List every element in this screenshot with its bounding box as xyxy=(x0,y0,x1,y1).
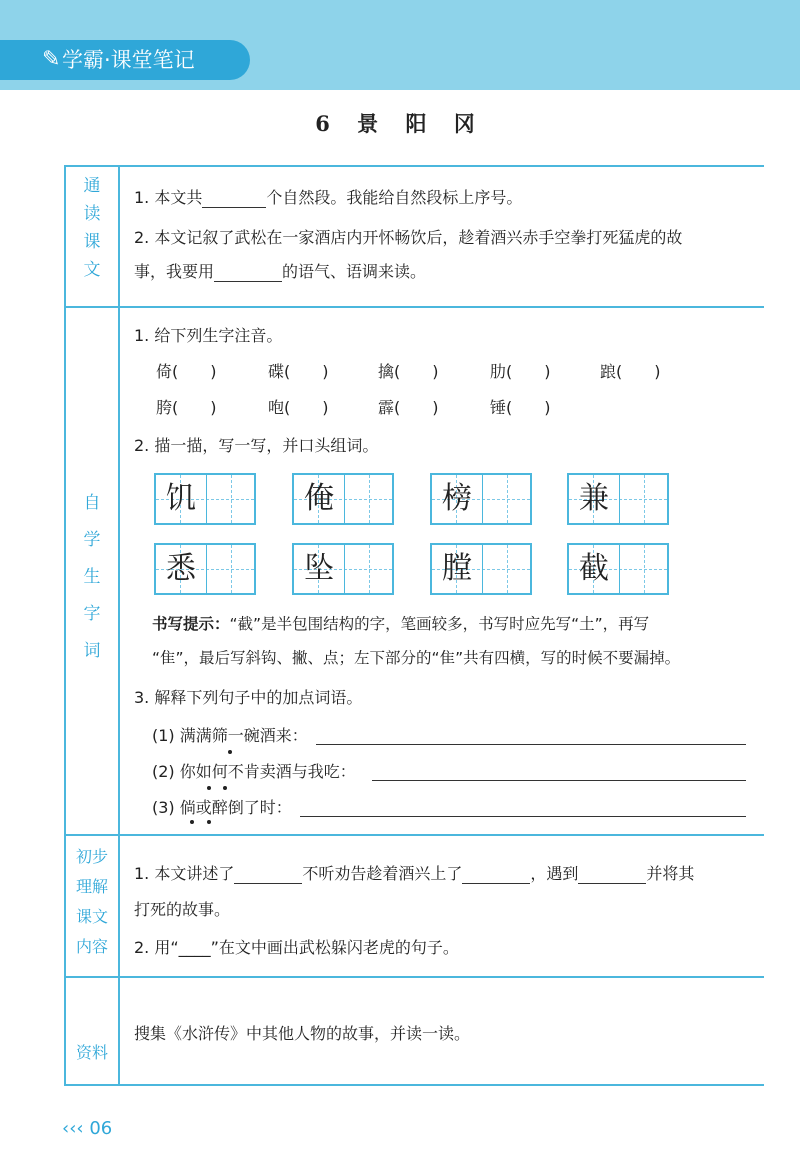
emphasis-dot xyxy=(228,750,232,754)
table-border-bottom xyxy=(64,1084,764,1086)
trace-character: 饥 xyxy=(166,481,196,516)
sub-question-1: (1) 满满筛一碗酒来： xyxy=(152,726,308,745)
writing-hint: 书写提示：“截”是半包围结构的字，笔画较多，书写时应先写“土”，再写 xyxy=(152,615,650,633)
tracing-box[interactable] xyxy=(430,473,532,525)
char-question-3: 3. 解释下列句子中的加点词语。 xyxy=(134,688,363,707)
table-divider-1 xyxy=(64,306,764,308)
answer-line[interactable] xyxy=(316,744,746,745)
read-question-1: 1. 本文共 个自然段。我能给自然段标上序号。 xyxy=(134,188,523,207)
tracing-box[interactable] xyxy=(430,543,532,595)
read-question-2-cont: 事，我要用 的语气、语调来读。 xyxy=(134,262,427,281)
answer-blank[interactable] xyxy=(234,867,302,884)
page-number: ‹‹‹ 06 xyxy=(62,1118,113,1139)
table-border-top xyxy=(64,165,764,167)
pencil-icon: ✎ xyxy=(42,47,61,72)
brand-text: 学霸·课堂笔记 xyxy=(62,48,195,72)
pinyin-item[interactable]: 咆( ) xyxy=(268,398,329,417)
answer-blank[interactable] xyxy=(578,867,646,884)
pinyin-item[interactable]: 倚( ) xyxy=(156,362,217,381)
pinyin-item[interactable]: 胯( ) xyxy=(156,398,217,417)
pinyin-item[interactable]: 肋( ) xyxy=(490,362,551,381)
hint-label: 书写提示： xyxy=(152,615,230,633)
sub-question-2: (2) 你如何不肯卖酒与我吃： xyxy=(152,762,356,781)
label-column-divider xyxy=(118,165,120,1085)
resource-text: 搜集《水浒传》中其他人物的故事，并读一读。 xyxy=(134,1024,471,1043)
tracing-box[interactable] xyxy=(292,543,394,595)
brand-banner xyxy=(0,40,250,80)
pinyin-item[interactable]: 锤( ) xyxy=(490,398,551,417)
answer-line[interactable] xyxy=(372,780,746,781)
pinyin-item[interactable]: 擒( ) xyxy=(378,362,439,381)
emphasis-dot xyxy=(207,786,211,790)
table-divider-2 xyxy=(64,834,764,836)
section-label-understand: 初步 理解 课文 内容 xyxy=(75,847,108,956)
char-question-2: 2. 描一描，写一写，并口头组词。 xyxy=(134,436,379,455)
char-question-1: 1. 给下列生字注音。 xyxy=(134,326,283,345)
trace-character: 膛 xyxy=(442,551,472,586)
trace-character: 截 xyxy=(579,551,609,586)
emphasis-dot xyxy=(207,820,211,824)
section-label-read: 通 读 课 文 xyxy=(83,176,101,280)
page-title: 6 景 阳 冈 xyxy=(315,111,485,136)
tracing-box[interactable] xyxy=(154,473,256,525)
answer-blank[interactable] xyxy=(214,265,282,282)
pinyin-item[interactable]: 碟( ) xyxy=(268,362,329,381)
section-label-resource: 资料 xyxy=(75,1043,108,1062)
trace-character: 榜 xyxy=(442,481,472,516)
trace-character: 坠 xyxy=(304,551,334,586)
understand-question-1: 1. 本文讲述了 不听劝告趁着酒兴上了 ，遇到 并将其 xyxy=(134,864,695,883)
emphasis-dot xyxy=(190,820,194,824)
pinyin-item[interactable]: 踉( ) xyxy=(600,362,661,381)
table-divider-3 xyxy=(64,976,764,978)
trace-character: 兼 xyxy=(579,481,609,516)
trace-character: 俺 xyxy=(304,481,334,516)
tracing-box[interactable] xyxy=(567,543,669,595)
writing-hint-cont: “隹”，最后写斜钩、撇、点；左下部分的“隹”共有四横，写的时候不要漏掉。 xyxy=(152,649,681,667)
pinyin-item[interactable]: 霹( ) xyxy=(378,398,439,417)
answer-line[interactable] xyxy=(300,816,746,817)
read-question-2: 2. 本文记叙了武松在一家酒店内开怀畅饮后，趁着酒兴赤手空拳打死猛虎的故 xyxy=(134,228,683,247)
emphasis-dot xyxy=(223,786,227,790)
answer-blank[interactable] xyxy=(202,191,266,208)
answer-blank[interactable] xyxy=(462,867,530,884)
tracing-box[interactable] xyxy=(567,473,669,525)
tracing-box[interactable] xyxy=(292,473,394,525)
understand-question-1-cont: 打死的故事。 xyxy=(134,900,231,919)
understand-question-2: 2. 用“____”在文中画出武松躲闪老虎的句子。 xyxy=(134,938,459,957)
section-label-characters: 自 学 生 字 词 xyxy=(83,493,101,661)
trace-character: 悉 xyxy=(166,551,196,586)
sub-question-3: (3) 倘或醉倒了时： xyxy=(152,798,292,817)
tracing-box[interactable] xyxy=(154,543,256,595)
